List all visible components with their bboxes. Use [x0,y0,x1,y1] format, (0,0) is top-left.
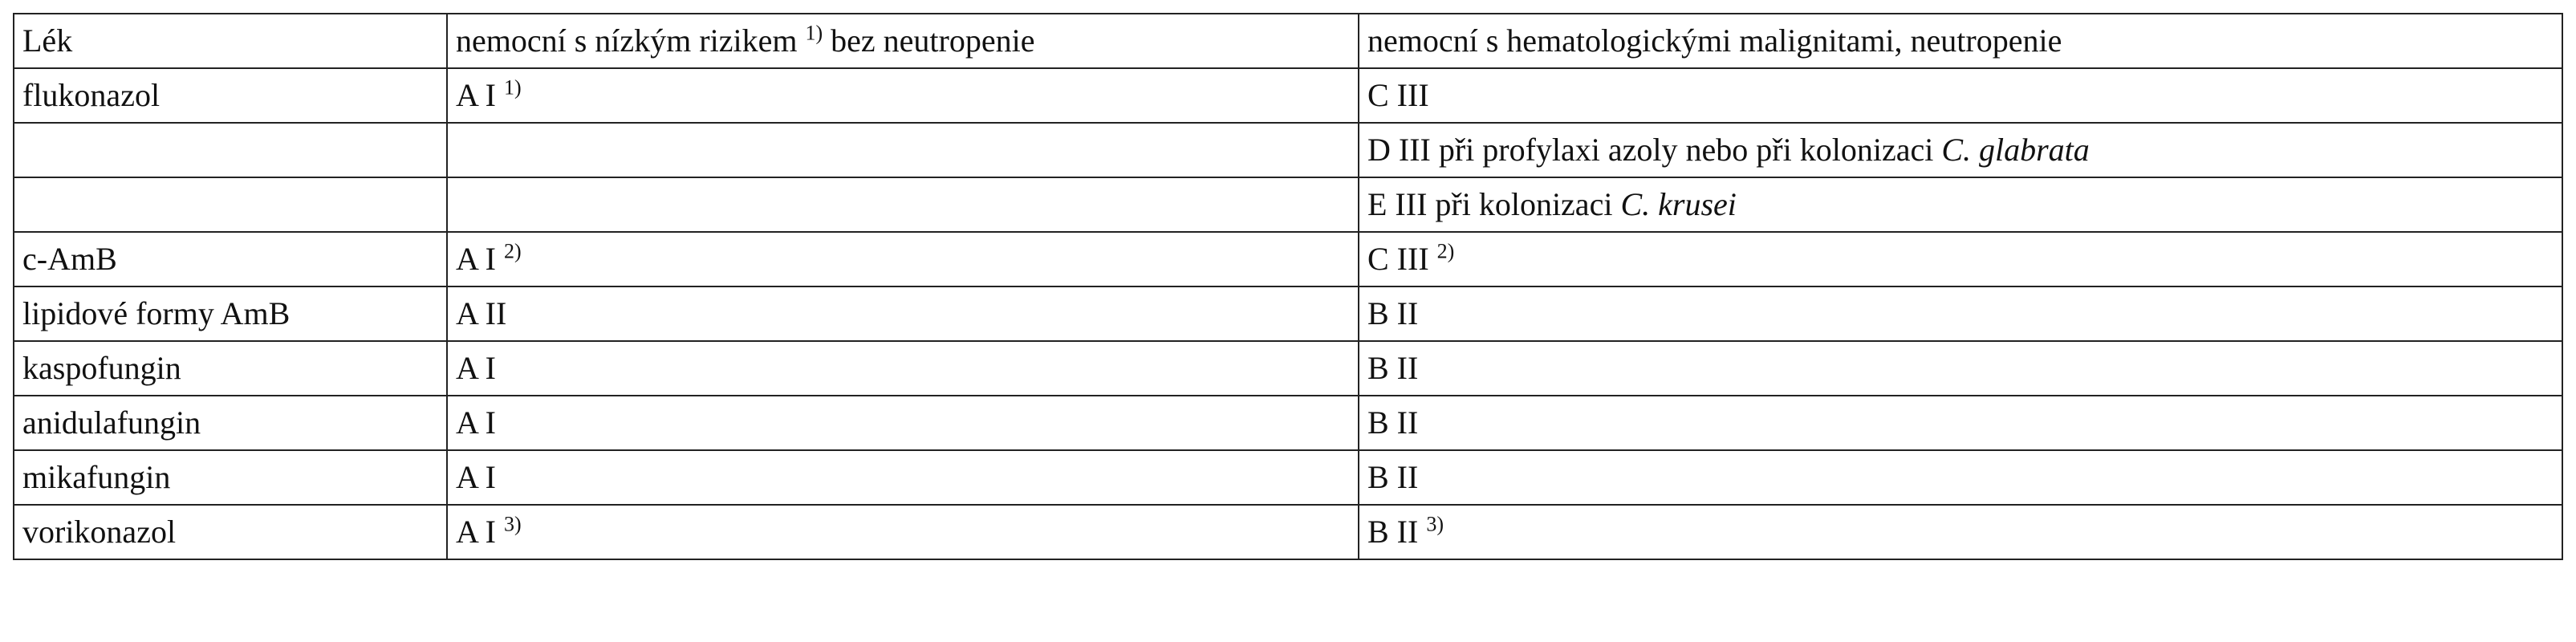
table-row [14,505,2562,559]
cell-drug: c-AmB [14,232,447,286]
table-row [14,396,2562,450]
cell-hematologic: B II [1359,396,2562,450]
cell-drug: lipidové formy AmB [14,286,447,341]
recommendation-table-container [13,13,2562,560]
table-row [14,232,2562,286]
cell-hematologic: B II [1359,450,2562,505]
table-row [14,341,2562,396]
cell-hematologic: C III [1359,68,2562,123]
table-header-row [14,14,2562,68]
cell-low-risk: A I [447,341,1359,396]
cell-hematologic: B II [1359,341,2562,396]
table-row [14,123,2562,177]
cell-low-risk: A I [447,396,1359,450]
cell-drug: flukonazol [14,68,447,123]
cell-hematologic: C III $^{2)}$ [1359,232,2562,286]
header-drug: Lék [14,14,447,68]
cell-low-risk: A I [447,450,1359,505]
cell-low-risk: A I $^{1)}$ [447,68,1359,123]
cell-hematologic: B II [1359,286,2562,341]
cell-drug: mikafungin [14,450,447,505]
cell-drug: kaspofungin [14,341,447,396]
cell-low-risk: A I $^{2)}$ [447,232,1359,286]
table-row [14,286,2562,341]
cell-drug [14,123,447,177]
header-hematologic: nemocní s hematologickými malignitami, neutropenie [1359,14,2562,68]
table-row [14,450,2562,505]
cell-low-risk: A I $^{3)}$ [447,505,1359,559]
cell-hematologic: B II $^{3)}$ [1359,505,2562,559]
cell-hematologic: D III při profylaxi azoly nebo při kolonizaci C. glabrata [1359,123,2562,177]
cell-drug: vorikonazol [14,505,447,559]
header-low-risk: nemocní s nízkým rizikem $^{1)}$ bez neutropenie [447,14,1359,68]
table-row [14,68,2562,123]
cell-drug: anidulafungin [14,396,447,450]
cell-hematologic: E III při kolonizaci C. krusei [1359,177,2562,232]
cell-low-risk [447,177,1359,232]
recommendation-table [13,13,2563,560]
cell-low-risk: A II [447,286,1359,341]
table-row [14,177,2562,232]
cell-drug [14,177,447,232]
cell-low-risk [447,123,1359,177]
